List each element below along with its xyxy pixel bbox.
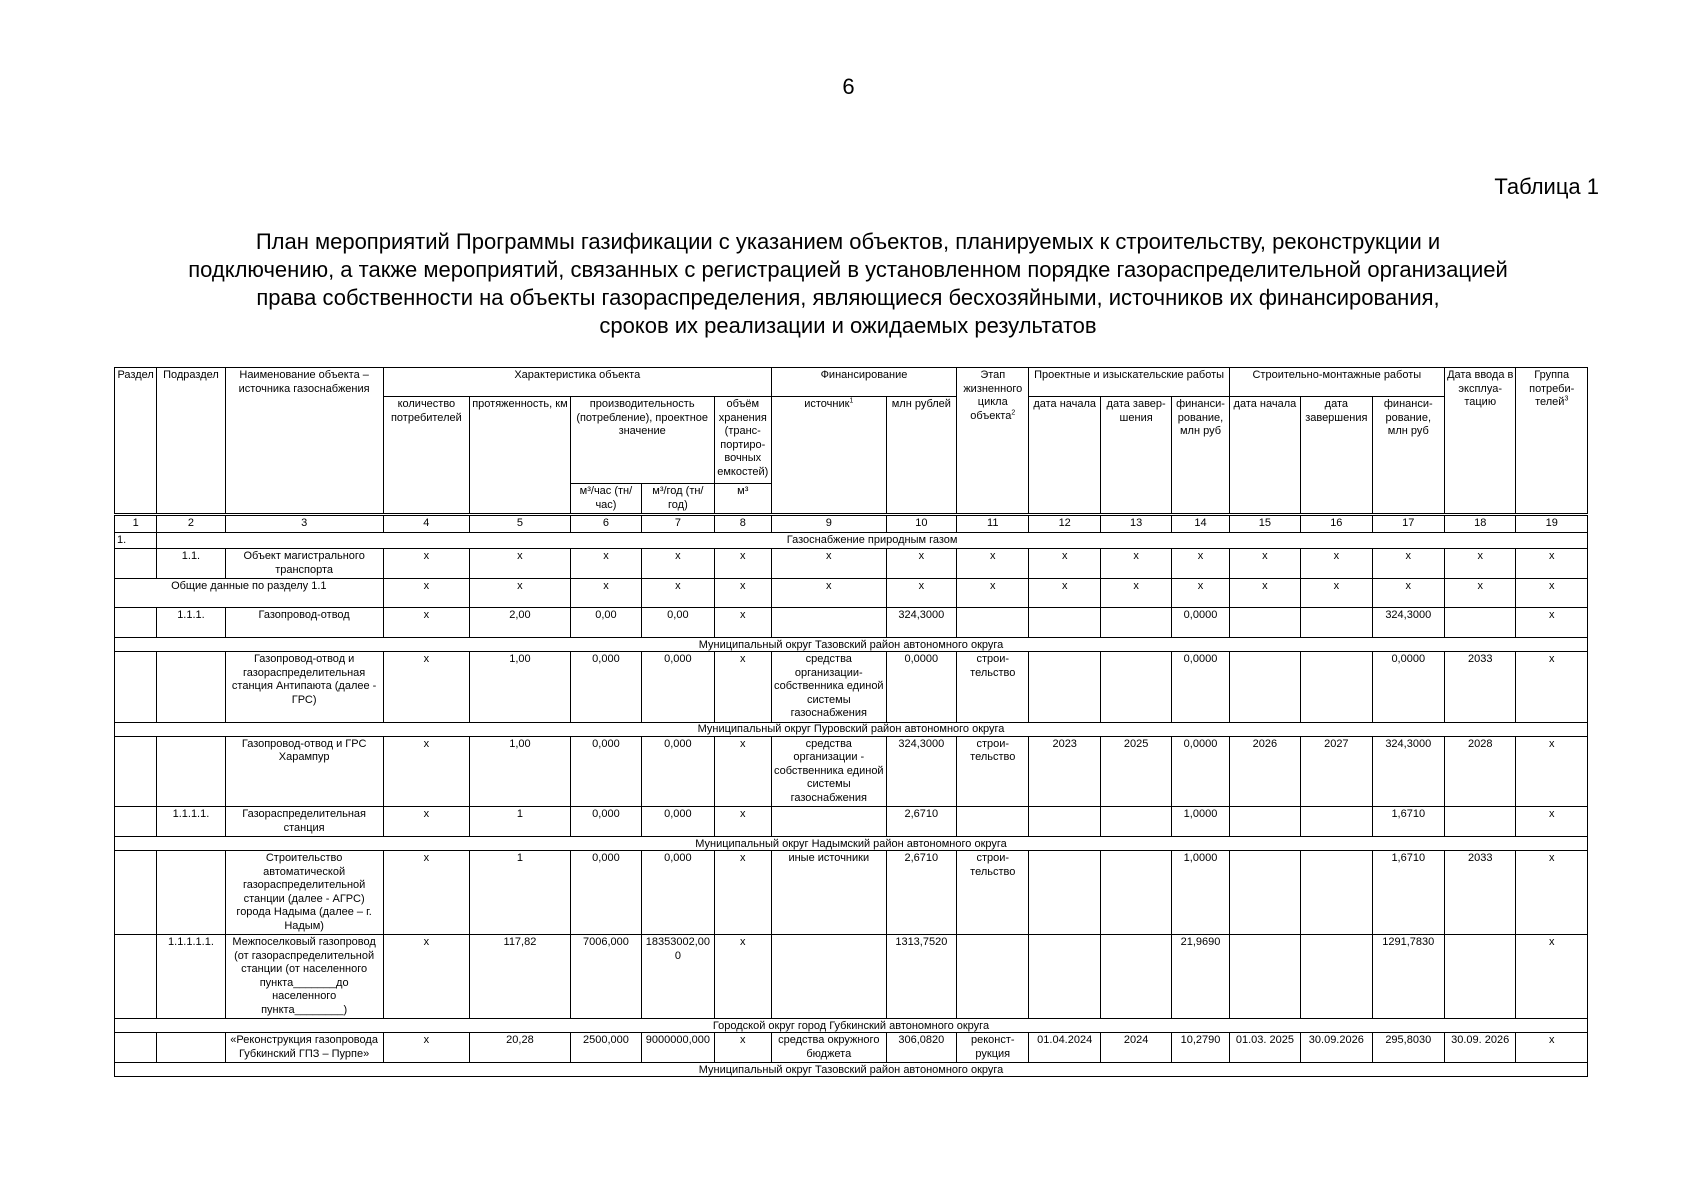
table-cell — [1229, 652, 1300, 723]
table-cell: 0,0000 — [1172, 652, 1229, 723]
header-start-date: дата начала — [1029, 397, 1100, 515]
table-cell: 01.03. 2025 — [1229, 1033, 1300, 1063]
title-line: права собственности на объекты газораспределения, являющиеся бесхозяйными, источников их финансирования, — [256, 285, 1440, 310]
table-cell: 7006,000 — [570, 935, 641, 1019]
table-cell: 0,000 — [570, 807, 641, 837]
table-cell — [115, 549, 157, 579]
table-cell — [1229, 807, 1300, 837]
table-cell: х — [383, 579, 470, 608]
table-cell: «Реконструкция газопровода Губкинский ГПЗ – Пурпе» — [225, 1033, 383, 1063]
district-row — [115, 1063, 1588, 1077]
table-cell — [1100, 935, 1171, 1019]
section-title: Газоснабжение природным газом — [157, 532, 1588, 549]
table-cell: 2023 — [1029, 736, 1100, 807]
table-cell: х — [1516, 549, 1588, 579]
table-cell: 1.1.1. — [157, 608, 225, 638]
table-cell: 0,000 — [570, 736, 641, 807]
table-cell — [157, 736, 225, 807]
table-cell: х — [1029, 549, 1100, 579]
table-cell: 9000000,000 — [642, 1033, 714, 1063]
table-cell: Газораспределительная станция — [225, 807, 383, 837]
table-row — [115, 935, 1588, 1019]
header-razdel: Раздел — [115, 368, 157, 515]
table-cell: 2026 — [1229, 736, 1300, 807]
table-cell: х — [383, 851, 470, 935]
table-cell: 117,82 — [470, 935, 571, 1019]
table-cell: 2025 — [1100, 736, 1171, 807]
table-cell: 01.04.2024 — [1029, 1033, 1100, 1063]
table-cell: Газопровод-отвод и ГРС Харампур — [225, 736, 383, 807]
table-row — [115, 608, 1588, 638]
table-cell: х — [383, 1033, 470, 1063]
table-cell: х — [1516, 851, 1588, 935]
header-consumer-group: Группа потреби-телей$^3$ — [1516, 368, 1588, 515]
table-cell: 18353002,000 — [642, 935, 714, 1019]
table-cell: реконст-рукция — [957, 1033, 1029, 1063]
table-cell: строи-тельство — [957, 851, 1029, 935]
summary-label: Общие данные по разделу 1.1 — [115, 579, 384, 608]
district-name: Муниципальный округ Тазовский район автономного округа — [115, 638, 1588, 652]
table-cell — [115, 851, 157, 935]
district-row — [115, 837, 1588, 851]
table-cell: х — [1172, 579, 1229, 608]
table-cell: Газопровод-отвод — [225, 608, 383, 638]
district-row — [115, 1019, 1588, 1033]
table-row — [115, 807, 1588, 837]
table-cell: х — [714, 579, 771, 608]
table-cell: 1313,7520 — [886, 935, 956, 1019]
header-qty-consumers: количество потребителей — [383, 397, 470, 515]
header-financing-design: финанси-рование, млн руб — [1172, 397, 1229, 515]
table-cell: 1291,7830 — [1372, 935, 1444, 1019]
header-unit: м³ — [714, 484, 771, 515]
table-cell — [1301, 851, 1372, 935]
table-cell: 30.09.2026 — [1301, 1033, 1372, 1063]
table-cell — [957, 608, 1029, 638]
table-cell: 1,00 — [470, 652, 571, 723]
table-cell: х — [383, 608, 470, 638]
table-cell — [1229, 608, 1300, 638]
title-line: подключению, а также мероприятий, связанных с регистрацией в установленном порядке газораспределительной организацией — [188, 257, 1508, 282]
table-cell: х — [1100, 579, 1171, 608]
table-cell: х — [383, 652, 470, 723]
column-number: 4 — [383, 515, 470, 533]
column-number: 10 — [886, 515, 956, 533]
table-cell: 2024 — [1100, 1033, 1171, 1063]
table-cell: строи-тельство — [957, 736, 1029, 807]
table-cell: х — [1516, 652, 1588, 723]
page-number: 6 — [842, 74, 855, 99]
section-row — [115, 532, 1588, 549]
table-cell: 0,00 — [570, 608, 641, 638]
table-cell: 324,3000 — [886, 736, 956, 807]
table-cell: 2,6710 — [886, 807, 956, 837]
table-cell: х — [470, 579, 571, 608]
table-cell: 30.09. 2026 — [1445, 1033, 1516, 1063]
table-cell — [1100, 652, 1171, 723]
table-cell — [1100, 851, 1171, 935]
table-cell: 2,6710 — [886, 851, 956, 935]
header-unit: м³/час (тн/час) — [570, 484, 641, 515]
column-number: 2 — [157, 515, 225, 533]
table-cell: х — [1516, 807, 1588, 837]
header-financing: Финансирование — [771, 368, 956, 397]
table-cell — [1229, 935, 1300, 1019]
table-cell — [157, 1033, 225, 1063]
column-number: 18 — [1445, 515, 1516, 533]
district-name: Муниципальный округ Надымский район автономного округа — [115, 837, 1588, 851]
table-cell: х — [642, 549, 714, 579]
table-cell: Межпоселковый газопровод (от газораспределительной станции (от населенного пункта_______до населенного пункта________) — [225, 935, 383, 1019]
table-cell — [957, 807, 1029, 837]
table-cell: х — [383, 549, 470, 579]
table-cell — [1445, 608, 1516, 638]
header-commission-date: Дата ввода в эксплуа-тацию — [1445, 368, 1516, 515]
header-productivity: производительность (потребление), проектное значение — [570, 397, 714, 484]
table-cell: х — [1516, 935, 1588, 1019]
table-cell: 10,2790 — [1172, 1033, 1229, 1063]
table-cell: х — [1172, 549, 1229, 579]
table-cell: х — [714, 608, 771, 638]
header-end-date: дата завер-шения — [1100, 397, 1171, 515]
column-number: 8 — [714, 515, 771, 533]
table-cell: 1,0000 — [1172, 851, 1229, 935]
table-cell: 0,000 — [642, 807, 714, 837]
column-number: 15 — [1229, 515, 1300, 533]
table-cell: Объект магистрального транспорта — [225, 549, 383, 579]
table-cell: Строительство автоматической газораспределительной станции (далее - АГРС) города Надыма (далее – г. Надым) — [225, 851, 383, 935]
district-name: Городской округ город Губкинский автономного округа — [115, 1019, 1588, 1033]
table-cell — [771, 608, 886, 638]
table-cell: х — [714, 807, 771, 837]
table-cell: 0,000 — [570, 851, 641, 935]
table-cell — [157, 652, 225, 723]
header-start-date: дата начала — [1229, 397, 1300, 515]
table-cell: 2033 — [1445, 652, 1516, 723]
table-cell: х — [1372, 579, 1444, 608]
table-cell — [115, 935, 157, 1019]
table-row — [115, 652, 1588, 723]
table-cell: 324,3000 — [1372, 608, 1444, 638]
table-cell — [115, 608, 157, 638]
table-cell: средства организации - собственника единой системы газоснабжения — [771, 736, 886, 807]
table-cell: 0,0000 — [1172, 608, 1229, 638]
table-cell — [1029, 608, 1100, 638]
header-storage: объём хранения (транс-портиро-вочных емкостей) — [714, 397, 771, 484]
table-cell — [157, 851, 225, 935]
table-cell: Газопровод-отвод и газораспределительная станция Антипаюта (далее - ГРС) — [225, 652, 383, 723]
table-cell: 1.1.1.1. — [157, 807, 225, 837]
column-number: 14 — [1172, 515, 1229, 533]
table-row — [115, 549, 1588, 579]
table-cell: строи-тельство — [957, 652, 1029, 723]
header-object-name: Наименование объекта – источника газоснабжения — [225, 368, 383, 515]
summary-row — [115, 579, 1588, 608]
district-row — [115, 722, 1588, 736]
table-cell: х — [957, 549, 1029, 579]
document-title — [110, 228, 1586, 340]
column-number: 11 — [957, 515, 1029, 533]
table-cell — [1445, 807, 1516, 837]
table-cell: 0,000 — [570, 652, 641, 723]
section-number: 1. — [115, 532, 157, 549]
plan-table — [114, 367, 1588, 1077]
table-cell — [1029, 851, 1100, 935]
table-label: Таблица 1 — [1494, 174, 1599, 199]
table-cell: х — [1229, 549, 1300, 579]
plan-table-body — [115, 515, 1588, 1077]
table-cell: 306,0820 — [886, 1033, 956, 1063]
header-unit: м³/год (тн/год) — [642, 484, 714, 515]
table-cell: 0,0000 — [886, 652, 956, 723]
table-cell: х — [886, 549, 956, 579]
table-cell: 0,000 — [642, 736, 714, 807]
table-cell: х — [383, 736, 470, 807]
table-cell: х — [570, 549, 641, 579]
table-cell: х — [714, 851, 771, 935]
table-cell — [1100, 608, 1171, 638]
table-cell — [115, 1033, 157, 1063]
column-numbers-row — [115, 515, 1588, 533]
table-cell: 2028 — [1445, 736, 1516, 807]
header-lifecycle-stage: Этап жизненного цикла объекта$^2$ — [957, 368, 1029, 515]
table-cell: 324,3000 — [886, 608, 956, 638]
table-row — [115, 851, 1588, 935]
table-cell: 1,6710 — [1372, 851, 1444, 935]
table-cell: х — [771, 579, 886, 608]
header-end-date: дата завершения — [1301, 397, 1372, 515]
table-cell — [115, 652, 157, 723]
table-cell: х — [957, 579, 1029, 608]
table-cell: 2033 — [1445, 851, 1516, 935]
column-number: 12 — [1029, 515, 1100, 533]
table-cell — [1301, 935, 1372, 1019]
table-cell: 0,0000 — [1372, 652, 1444, 723]
table-cell: 0,000 — [642, 851, 714, 935]
table-cell: 295,8030 — [1372, 1033, 1444, 1063]
table-cell: 21,9690 — [1172, 935, 1229, 1019]
column-number: 17 — [1372, 515, 1444, 533]
table-cell: х — [714, 935, 771, 1019]
table-cell: 20,28 — [470, 1033, 571, 1063]
table-cell — [1301, 652, 1372, 723]
table-cell — [1229, 851, 1300, 935]
table-cell: х — [1516, 736, 1588, 807]
table-cell: х — [470, 549, 571, 579]
table-cell — [1029, 935, 1100, 1019]
table-cell: х — [1029, 579, 1100, 608]
table-cell: х — [383, 935, 470, 1019]
table-cell — [115, 807, 157, 837]
column-number: 19 — [1516, 515, 1588, 533]
table-cell: 2500,000 — [570, 1033, 641, 1063]
table-cell: иные источники — [771, 851, 886, 935]
table-cell: х — [1100, 549, 1171, 579]
table-cell: х — [1516, 579, 1588, 608]
table-cell: 1.1.1.1.1. — [157, 935, 225, 1019]
table-cell: х — [886, 579, 956, 608]
table-cell: 324,3000 — [1372, 736, 1444, 807]
table-cell: средства организации-собственника единой системы газоснабжения — [771, 652, 886, 723]
column-number: 6 — [570, 515, 641, 533]
table-cell: 1 — [470, 851, 571, 935]
table-cell: х — [642, 579, 714, 608]
column-number: 13 — [1100, 515, 1171, 533]
district-name: Муниципальный округ Тазовский район автономного округа — [115, 1063, 1588, 1077]
table-cell: х — [1229, 579, 1300, 608]
table-cell: 1,00 — [470, 736, 571, 807]
table-cell: 2,00 — [470, 608, 571, 638]
table-cell: х — [383, 807, 470, 837]
table-cell — [1301, 807, 1372, 837]
table-cell: х — [1445, 549, 1516, 579]
table-row — [115, 1033, 1588, 1063]
table-cell — [1029, 807, 1100, 837]
table-cell: 0,000 — [642, 652, 714, 723]
table-cell: х — [714, 652, 771, 723]
title-line: сроков их реализации и ожидаемых результатов — [599, 313, 1097, 338]
table-cell: х — [570, 579, 641, 608]
table-cell: х — [1301, 579, 1372, 608]
table-cell: х — [1372, 549, 1444, 579]
table-cell: х — [1516, 608, 1588, 638]
table-cell: 1.1. — [157, 549, 225, 579]
header-financing-construction: финанси-рование, млн руб — [1372, 397, 1444, 515]
column-number: 7 — [642, 515, 714, 533]
header-construction-works: Строительно-монтажные работы — [1229, 368, 1444, 397]
header-mln-rub: млн рублей — [886, 397, 956, 515]
column-number: 16 — [1301, 515, 1372, 533]
header-source: источник$^1$ — [771, 397, 886, 515]
table-cell — [1100, 807, 1171, 837]
district-row — [115, 638, 1588, 652]
table-cell: х — [1516, 1033, 1588, 1063]
table-cell: х — [714, 736, 771, 807]
table-cell: х — [1301, 549, 1372, 579]
table-cell: 2027 — [1301, 736, 1372, 807]
table-cell: х — [771, 549, 886, 579]
table-cell: 1,0000 — [1172, 807, 1229, 837]
table-row — [115, 736, 1588, 807]
header-design-works: Проектные и изыскательские работы — [1029, 368, 1229, 397]
table-cell: 0,00 — [642, 608, 714, 638]
district-name: Муниципальный округ Пуровский район автономного округа — [115, 722, 1588, 736]
table-cell — [1029, 652, 1100, 723]
table-cell — [771, 807, 886, 837]
column-number: 1 — [115, 515, 157, 533]
table-cell: 1 — [470, 807, 571, 837]
table-cell: средства окружного бюджета — [771, 1033, 886, 1063]
table-cell — [1445, 935, 1516, 1019]
table-cell: х — [714, 549, 771, 579]
table-cell: 1,6710 — [1372, 807, 1444, 837]
table-cell — [1301, 608, 1372, 638]
column-number: 3 — [225, 515, 383, 533]
header-characteristics: Характеристика объекта — [383, 368, 771, 397]
header-podrazdel: Подраздел — [157, 368, 225, 515]
table-cell — [771, 935, 886, 1019]
table-cell: х — [1445, 579, 1516, 608]
column-number: 9 — [771, 515, 886, 533]
title-line: План мероприятий Программы газификации с указанием объектов, планируемых к строительству, реконструкции и — [255, 229, 1441, 254]
table-cell: 0,0000 — [1172, 736, 1229, 807]
column-number: 5 — [470, 515, 571, 533]
table-cell — [957, 935, 1029, 1019]
table-cell: х — [714, 1033, 771, 1063]
table-cell — [115, 736, 157, 807]
header-length: протяженность, км — [470, 397, 571, 515]
